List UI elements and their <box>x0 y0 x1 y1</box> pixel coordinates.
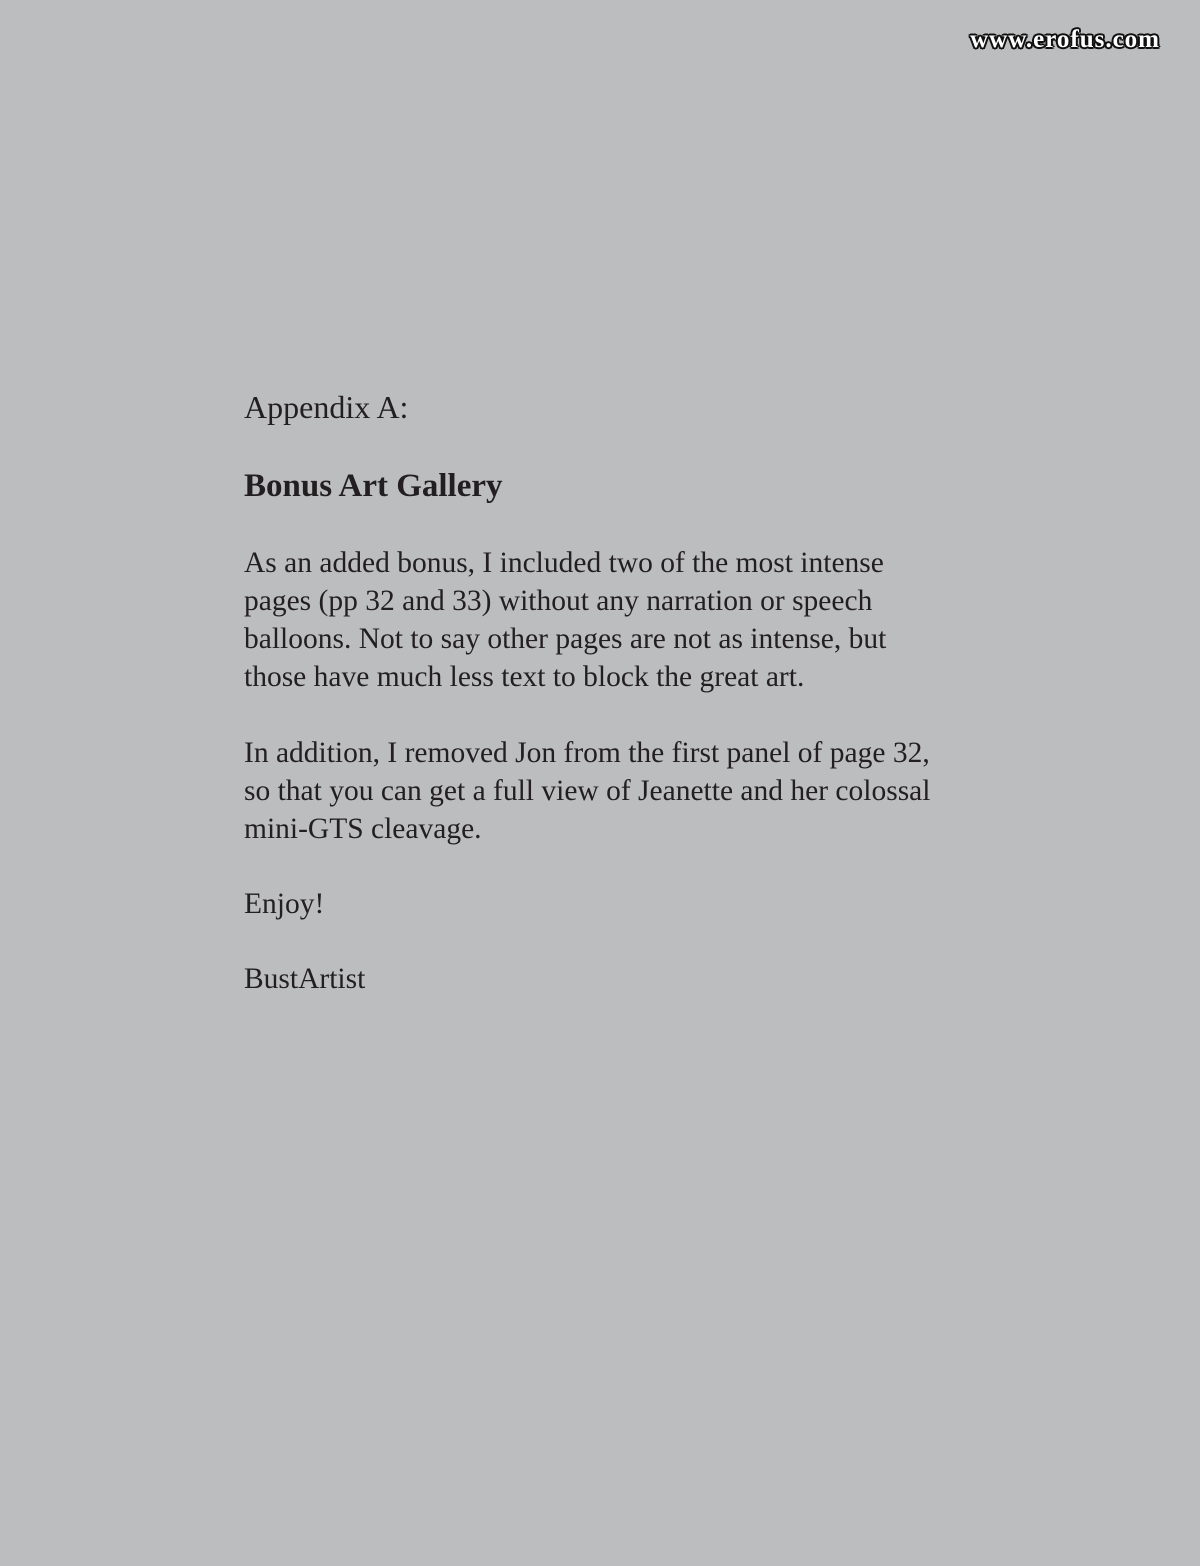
appendix-content <box>244 388 944 998</box>
paragraph-removed-jon: In addition, I removed Jon from the first panel of page 32, so that you can get a full view of Jeanette and her colossal mini-GTS cleavage. <box>244 737 931 845</box>
watermark-text: www.erofus.com <box>970 26 1160 53</box>
paragraph-bonus-pages: As an added bonus, I included two of the most intense pages (pp 32 and 33) without any narration or speech balloons. Not to say other pages are not as intense, but those have much less text to block the great art. <box>244 547 887 693</box>
appendix-label: Appendix A: <box>244 389 409 425</box>
closing-text: Enjoy! <box>244 888 325 920</box>
author-signature: BustArtist <box>244 963 366 995</box>
page-title: Bonus Art Gallery <box>244 468 503 504</box>
